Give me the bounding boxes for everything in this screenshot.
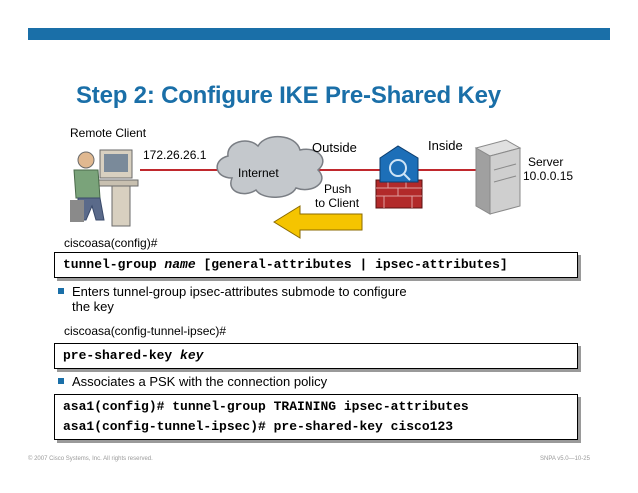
push-arrow-icon bbox=[274, 206, 362, 238]
remote-client-label: Remote Client bbox=[70, 126, 147, 140]
pre-shared-key-syntax bbox=[63, 348, 203, 363]
remote-client-icon bbox=[70, 150, 138, 226]
tunnel-group-syntax bbox=[63, 257, 508, 272]
footer-course: SNPA v5.0—10-25 bbox=[540, 456, 590, 462]
config-prompt: ciscoasa(config)# bbox=[64, 236, 158, 250]
tunnel-group-syntax-box bbox=[54, 252, 578, 278]
example-config-box bbox=[54, 394, 578, 440]
bullet-text-line2: the key bbox=[72, 299, 114, 314]
outside-label: Outside bbox=[312, 140, 357, 155]
bullet-psk-text: Associates a PSK with the connection policy bbox=[72, 374, 328, 389]
slide-title: Step 2: Configure IKE Pre-Shared Key bbox=[76, 82, 501, 109]
psk-keyword: pre-shared-key bbox=[63, 348, 181, 363]
bullet-tunnel-group bbox=[58, 284, 407, 314]
inside-label: Inside bbox=[428, 138, 463, 153]
psk-argument: key bbox=[180, 348, 204, 363]
tunnel-ipsec-prompt: ciscoasa(config-tunnel-ipsec)# bbox=[64, 324, 227, 338]
bullet-text-line1: Enters tunnel-group ipsec-attributes submode to configure bbox=[72, 284, 407, 299]
server-label: Server bbox=[528, 155, 564, 169]
push-label-line2: to Client bbox=[315, 196, 360, 210]
footer-copyright: © 2007 Cisco Systems, Inc. All rights reserved. bbox=[28, 456, 153, 462]
server-ip-label: 10.0.0.15 bbox=[523, 169, 574, 183]
syntax-options: [general-attributes | ipsec-attributes] bbox=[195, 257, 508, 272]
example-line-1: asa1(config)# tunnel-group TRAINING ipsec-attributes bbox=[63, 399, 469, 414]
syntax-keyword: tunnel-group bbox=[63, 257, 165, 272]
bullet-square-icon bbox=[58, 378, 64, 384]
server-icon bbox=[476, 140, 520, 214]
asa-firewall-icon bbox=[376, 146, 422, 208]
client-ip-label: 172.26.26.1 bbox=[143, 148, 207, 162]
bullet-psk bbox=[58, 374, 327, 389]
push-label-line1: Push bbox=[324, 182, 352, 196]
internet-label: Internet bbox=[238, 166, 279, 180]
pre-shared-key-syntax-box bbox=[54, 343, 578, 369]
bullet-square-icon bbox=[58, 288, 64, 294]
syntax-argument: name bbox=[164, 257, 196, 272]
example-line-2: asa1(config-tunnel-ipsec)# pre-shared-key cisco123 bbox=[63, 419, 454, 434]
